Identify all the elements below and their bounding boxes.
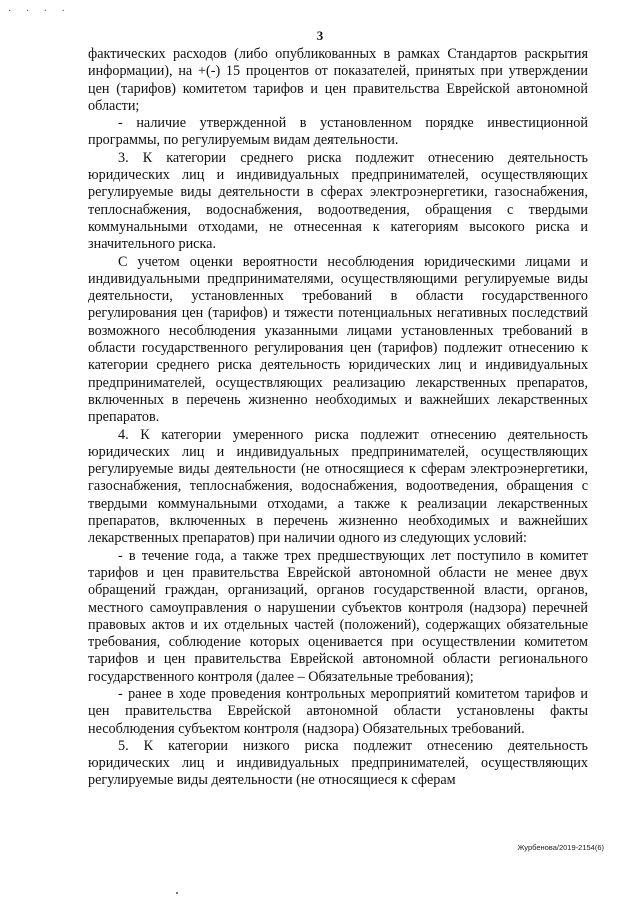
paragraph-bullet-complaints: - в течение года, а также трех предшествующих лет поступило в комитет тарифов и цен правительства Еврейской автономной области не менее двух обращений граждан, организаций, органов государственной власти, органов, местного самоуправления о нарушении субъектов контроля (надзора) перечней правовых актов и их отдельных частей (положений), содержащих обязательные требования, соблюдение которых оценивается при осуществлении комитетом тарифов и цен правительства Еврейской автономной области регионального государственного контроля (далее – Обязательные требования); — [88, 547, 588, 685]
paragraph-continuation: фактических расходов (либо опубликованных в рамках Стандартов раскрытия информации), на +(-) 15 процентов от показателей, принятых при утверждении цен (тарифов) комитетом тарифов и цен правительства Еврейской автономной области; — [88, 46, 588, 114]
document-footer-code: Журбенова/2019-2154(6) — [517, 843, 604, 852]
paragraph-bullet-investment: - наличие утвержденной в установленном порядке инвестиционной программы, по регулируемым видам деятельности. — [88, 115, 588, 149]
scan-specks: · · · · — [8, 6, 71, 17]
document-body — [88, 46, 588, 790]
paragraph-item-5: 5. К категории низкого риска подлежит отнесению деятельность юридических лиц и индивидуальных предпринимателей, осуществляющих регулируемые виды деятельности (не относящиеся к сферам — [88, 737, 588, 789]
paragraph-item-4: 4. К категории умеренного риска подлежит отнесению деятельность юридических лиц и индивидуальных предпринимателей, осуществляющих регулируемые виды деятельности (не относящиеся к сферам электроэнергетики, газоснабжения, теплоснабжения, водоснабжения, водоотведения, обращения с твердыми коммунальными отходами, а также к реализации лекарственных препаратов, включенных в перечень жизненно необходимых и важнейших лекарственных препаратов) при наличии одного из следующих условий: — [88, 426, 588, 547]
scan-speck — [176, 892, 178, 894]
paragraph-item-3: 3. К категории среднего риска подлежит отнесению деятельность юридических лиц и индивидуальных предпринимателей, осуществляющих регулируемые виды деятельности в сферах электроэнергетики, газоснабжения, теплоснабжения, водоснабжения, водоотведения, обращения с твердыми коммунальными отходами, не отнесенная к категориям высокого риска и значительного риска. — [88, 149, 588, 253]
paragraph-medium-risk-pharma: С учетом оценки вероятности несоблюдения юридическими лицами и индивидуальными предпринимателями, осуществляющими регулируемые виды деятельности, установленных требований в области государственного регулирования цен (тарифов) и тяжести потенциальных негативных последствий возможного несоблюдения указанными лицами установленных требований в области государственного регулирования цен (тарифов) подлежит отнесению к категории среднего риска деятельность юридических лиц и индивидуальных предпринимателей, осуществляющих реализацию лекарственных препаратов, включенных в перечень жизненно необходимых и важнейших лекарственных препаратов. — [88, 253, 588, 426]
page-number: 3 — [316, 28, 324, 43]
paragraph-bullet-violations: - ранее в ходе проведения контрольных мероприятий комитетом тарифов и цен правительства Еврейской автономной области установлены факты несоблюдения субъектом контроля (надзора) Обязательных требований. — [88, 685, 588, 737]
